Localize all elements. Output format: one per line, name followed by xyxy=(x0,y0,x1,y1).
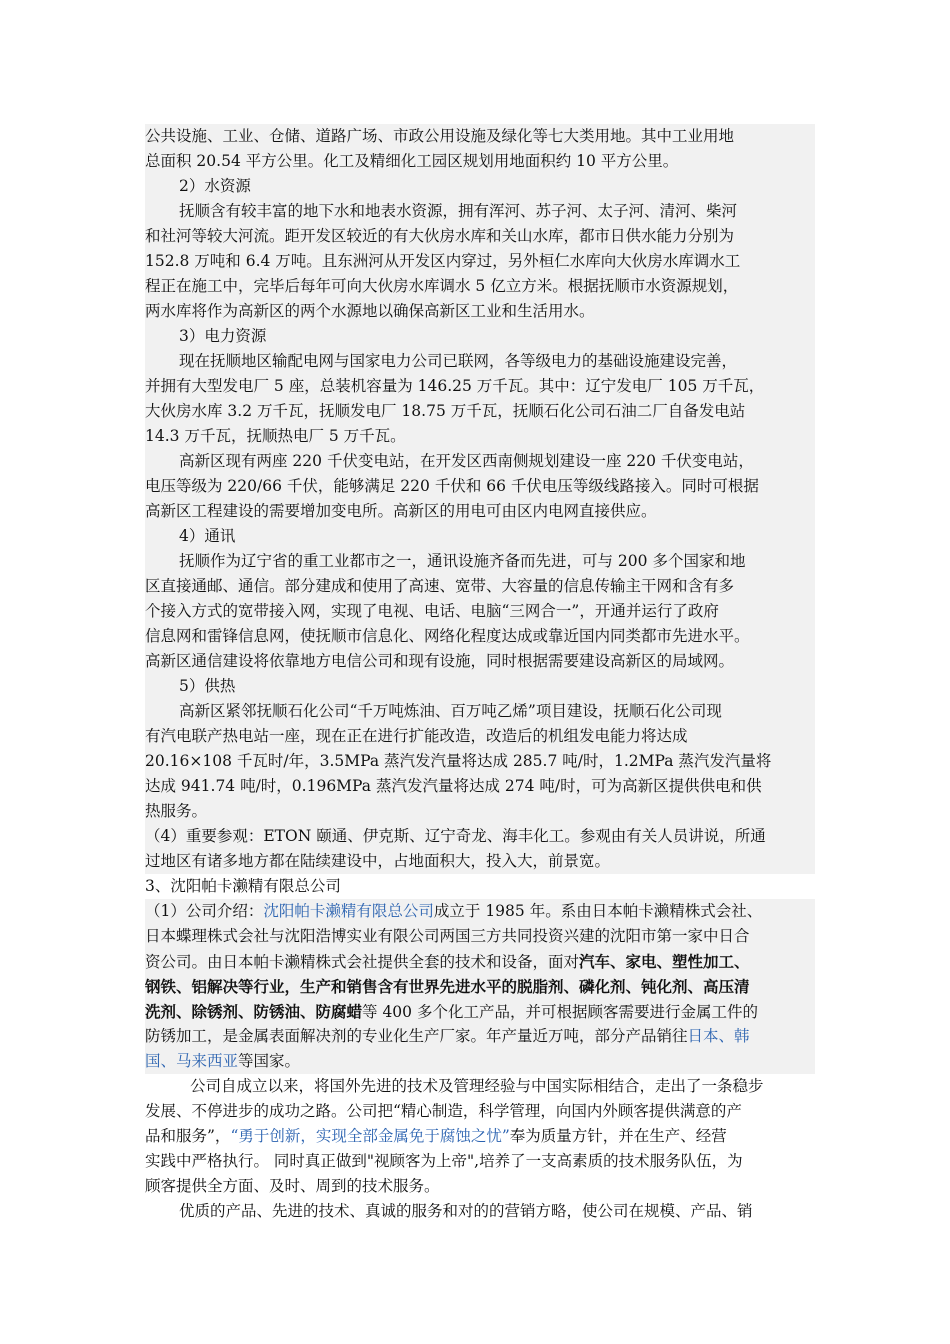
countries-link[interactable]: 国、马来西亚 xyxy=(145,1052,239,1070)
quality-text: 奉为质量方针，并在生产、经营 xyxy=(509,1127,727,1145)
intro-text: 防锈加工，是金属表面解决剂的专业化生产厂家。年产量近万吨，部分产品销往 xyxy=(145,1027,688,1045)
text-line: 实践中严格执行。 同时真正做到"视顾客为上帝",培养了一支高素质的技术服务队伍，为 xyxy=(145,1152,743,1170)
quality-paragraph xyxy=(145,1074,815,1199)
text-line: 日本蝶理株式会社与沈阳浩博实业有限公司两国三方共同投资兴建的沈阳市第一家中日合 xyxy=(145,927,750,945)
intro-text: 等国家。 xyxy=(238,1052,301,1070)
text-line: 14.3 万千瓦，抚顺热电厂 5 万千瓦。 xyxy=(145,427,406,445)
text-line: 个接入方式的宽带接入网，实现了电视、电话、电脑“三网合一”，开通并运行了政府 xyxy=(145,602,719,620)
text-line: 过地区有诸多地方都在陆续建设中，占地面积大，投入大，前景宽。 xyxy=(145,852,611,870)
water-section xyxy=(145,174,815,324)
text-line: 高新区紧邻抚顺石化公司“千万吨炼油、百万吨乙烯”项目建设，抚顺石化公司现 xyxy=(179,702,722,720)
intro-text: 资公司。由日本帕卡濑精株式会社提供全套的技术和设备，面对 xyxy=(145,953,580,971)
text-line: 抚顺作为辽宁省的重工业都市之一，通讯设施齐备而先进，可与 200 多个国家和地 xyxy=(179,552,746,570)
intro-text: 成立于 1985 年。系由日本帕卡濑精株式会社、 xyxy=(433,902,763,920)
text-line: 达成 941.74 吨/时，0.196MPa 蒸汽发汽量将达成 274 吨/时，可为高新区提供供电和供 xyxy=(145,777,762,795)
intro-text: 等 400 多个化工产品，并可根据顾客需要进行金属工件的 xyxy=(362,1003,758,1021)
text-line: 抚顺含有较丰富的地下水和地表水资源，拥有浑河、苏子河、太子河、清河、柴河 xyxy=(179,202,738,220)
text-line: 热服务。 xyxy=(145,802,208,820)
text-line: 区直接通邮、通信。部分建成和使用了高速、宽带、大容量的信息传输主干网和含有多 xyxy=(145,577,735,595)
text-line xyxy=(145,949,815,974)
text-line: 高新区现有两座 220 千伏变电站，在开发区西南侧规划建设一座 220 千伏变电站， xyxy=(179,452,754,470)
text-line xyxy=(145,999,815,1024)
products-bold: 洗剂、除锈剂、防锈油、防腐蜡 xyxy=(145,1002,363,1021)
communication-heading: 4）通讯 xyxy=(179,527,236,545)
text-line xyxy=(145,899,815,924)
text-line: （4）重要参观：ETON 颐通、伊克斯、辽宁奇龙、海丰化工。参观由有关人员讲说，所通 xyxy=(145,827,766,845)
products-bold-line: 钢铁、铝解决等行业，生产和销售含有世界先进水平的脱脂剂、磷化剂、钝化剂、高压清 xyxy=(145,977,750,996)
text-line: 公共设施、工业、仓储、道路广场、市政公用设施及绿化等七大类用地。其中工业用地 xyxy=(145,127,735,145)
text-line: 和社河等较大河流。距开发区较近的有大伙房水库和关山水库，都市日供水能力分别为 xyxy=(145,227,735,245)
text-line: 大伙房水库 3.2 万千瓦，抚顺发电厂 18.75 万千瓦，抚顺石化公司石油二厂自备发电站 xyxy=(145,402,746,420)
quality-text: 品和服务”， xyxy=(145,1127,231,1145)
power-section xyxy=(145,324,815,524)
intro-prefix: （1）公司介绍： xyxy=(145,902,264,920)
text-line xyxy=(145,1124,815,1149)
section-heading-company: 3、沈阳帕卡濑精有限总公司 xyxy=(145,877,341,895)
text-line: 程正在施工中，完毕后每年可向大伙房水库调水 5 亿立方米。根据抚顺市水资源规划， xyxy=(145,277,739,295)
text-line: 两水库将作为高新区的两个水源地以确保高新区工业和生活用水。 xyxy=(145,302,595,320)
water-heading: 2）水资源 xyxy=(179,177,251,195)
document-body xyxy=(145,124,815,1224)
text-line: 信息网和雷锋信息网，使抚顺市信息化、网络化程度达成或靠近国内同类都市先进水平。 xyxy=(145,627,750,645)
quality-policy-link[interactable]: “勇于创新，实现全部金属免于腐蚀之忧” xyxy=(230,1127,510,1145)
text-line: 152.8 万吨和 6.4 万吨。且东洲河从开发区内穿过，另外桓仁水库向大伙房水库调水工 xyxy=(145,252,741,270)
text-line: 电压等级为 220/66 千伏，能够满足 220 千伏和 66 千伏电压等级线路接入。同时可根据 xyxy=(145,477,759,495)
text-line: 顾客提供全方面、及时、周到的技术服务。 xyxy=(145,1177,440,1195)
countries-link[interactable]: 日本、韩 xyxy=(687,1027,750,1045)
visit-paragraph xyxy=(145,824,815,874)
company-intro-paragraph xyxy=(145,899,815,1074)
communication-section xyxy=(145,524,815,674)
text-line xyxy=(145,1049,815,1074)
text-line: 发展、不停进步的成功之路。公司把“精心制造，科学管理，向国内外顾客提供满意的产 xyxy=(145,1102,742,1120)
text-line: 高新区工程建设的需要增加变电所。高新区的用电可由区内电网直接供应。 xyxy=(145,502,657,520)
closing-line: 优质的产品、先进的技术、真诚的服务和对的的营销方略，使公司在规模、产品、销 xyxy=(179,1202,753,1220)
land-use-paragraph xyxy=(145,124,815,174)
industries-bold: 汽车、家电、塑性加工、 xyxy=(579,952,750,971)
heating-heading: 5）供热 xyxy=(179,677,236,695)
text-line: 公司自成立以来，将国外先进的技术及管理经验与中国实际相结合，走出了一条稳步 xyxy=(190,1077,764,1095)
text-line: 20.16×108 千瓦时/年，3.5MPa 蒸汽发汽量将达成 285.7 吨/时，1.2MPa 蒸汽发汽量将 xyxy=(145,752,772,770)
text-line: 并拥有大型发电厂 5 座，总装机容量为 146.25 万千瓦。其中：辽宁发电厂 105 万千瓦， xyxy=(145,377,765,395)
text-line xyxy=(145,1024,815,1049)
heating-section xyxy=(145,674,815,824)
text-line: 高新区通信建设将依靠地方电信公司和现有设施，同时根据需要建设高新区的局域网。 xyxy=(145,652,735,670)
text-line: 总面积 20.54 平方公里。化工及精细化工园区规划用地面积约 10 平方公里。 xyxy=(145,152,679,170)
text-line: 现在抚顺地区输配电网与国家电力公司已联网，各等级电力的基础设施建设完善， xyxy=(179,352,738,370)
text-line: 有汽电联产热电站一座，现在正在进行扩能改造，改造后的机组发电能力将达成 xyxy=(145,727,688,745)
company-name-link[interactable]: 沈阳帕卡濑精有限总公司 xyxy=(263,902,434,920)
power-heading: 3）电力资源 xyxy=(179,327,267,345)
